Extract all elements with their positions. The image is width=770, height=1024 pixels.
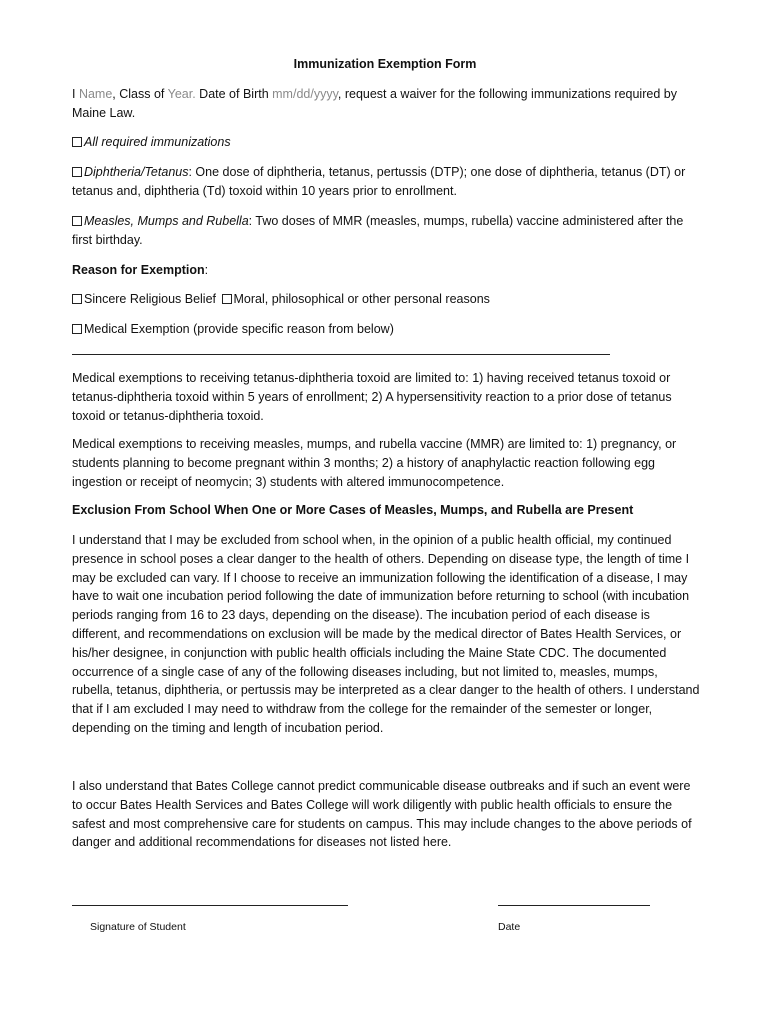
option-dt-text: : One dose of diphtheria, tetanus, pertussis (DTP); one dose of diphtheria, tetanus (DT) or tetanus and, diphtheria (Td) toxoid within 10 years prior to enrollment.	[72, 165, 686, 198]
exclusion-heading: Exclusion From School When One or More Cases of Measles, Mumps, and Rubella are Present	[72, 503, 634, 517]
medical-label: Medical Exemption (provide specific reason from below)	[84, 322, 394, 336]
mmr-checkbox[interactable]	[72, 216, 82, 226]
intro-text-1: I	[72, 87, 79, 101]
medical-reason-line[interactable]	[72, 354, 610, 355]
religious-checkbox[interactable]	[72, 294, 82, 304]
option-mmr-row	[72, 212, 700, 250]
option-mmr-text: : Two doses of MMR (measles, mumps, rubella) vaccine administered after the first birthday.	[72, 214, 684, 247]
intro-paragraph	[72, 85, 700, 123]
reason-row-1	[72, 290, 700, 309]
exclusion-paragraph: I understand that I may be excluded from school when, in the opinion of a public health official, my continued presence in school poses a clear danger to the health of others. Depending on disease type, the length of time I may be excluded can vary. If I choose to receive an immunization following the identification of a disease, I may have to wait one incubation period following the date of immunization before returning to school (with incubation periods ranging from 16 to 23 days, depending on the disease). The incubation period of each disease is different, and recommendations on exclusion will be made by the medical director of Bates Health Services, or his/her designee, in conjunction with public health officials including the Maine State CDC. The documented occurrence of a single case of any of the following diseases including, but not limited to, measles, mumps, rubella, tetanus, diphtheria, or pertussis may be interpreted as a clear danger to the health of others. I understand that if I am excluded I may need to withdraw from the college for the remainder of the semester or longer, depending on the timing and length of incubation period.	[72, 533, 700, 735]
form-title: Immunization Exemption Form	[293, 57, 477, 71]
name-field[interactable]: Name	[78, 87, 113, 101]
all-immunizations-checkbox[interactable]	[72, 137, 82, 147]
option-mmr-label: Measles, Mumps and Rubella	[84, 214, 249, 228]
signature-line[interactable]	[72, 905, 348, 906]
date-line[interactable]	[498, 905, 650, 906]
intro-text-3: Date of Birth	[195, 87, 273, 101]
reason-heading-colon: :	[204, 263, 209, 277]
option-all-label: All required immunizations	[84, 135, 231, 149]
intro-text-4: , request a waiver for the following immunizations required by Maine Law.	[72, 87, 677, 120]
signature-label: Signature of Student	[90, 921, 186, 933]
diphtheria-tetanus-checkbox[interactable]	[72, 167, 82, 177]
reason-heading-text: Reason for Exemption	[72, 263, 205, 277]
bates-paragraph: I also understand that Bates College cannot predict communicable disease outbreaks and if such an event were to occur Bates Health Services and Bates College will work diligently with public health officials to ensure the safest and most comprehensive care for students on campus. This may include changes to the above periods of danger and additional recommendations for diseases not listed here.	[72, 779, 692, 850]
moral-checkbox[interactable]	[222, 294, 232, 304]
medical-checkbox[interactable]	[72, 324, 82, 334]
date-label: Date	[498, 921, 521, 933]
year-field[interactable]: Year.	[167, 87, 196, 101]
reason-row-2	[72, 320, 700, 339]
option-dt-row	[72, 163, 700, 201]
medical-paragraph-1: Medical exemptions to receiving tetanus-diphtheria toxoid are limited to: 1) having received tetanus toxoid or tetanus-diphtheria toxoid within 5 years of enrollment; 2) A hypersensitivity reaction to a prior dose of tetanus toxoid or tetanus-diphtheria toxoid.	[72, 371, 672, 423]
medical-paragraph-2: Medical exemptions to receiving measles, mumps, and rubella vaccine (MMR) are limited to: 1) pregnancy, or students planning to become pregnant within 3 months; 2) a history of anaphylactic reaction following egg ingestion or receipt of neomycin; 3) students with altered immunocompetence.	[72, 437, 677, 489]
dob-field[interactable]: mm/dd/yyyy	[272, 87, 338, 101]
moral-label: Moral, philosophical or other personal reasons	[233, 292, 490, 306]
reason-heading	[72, 261, 700, 280]
religious-label: Sincere Religious Belief	[84, 292, 217, 306]
option-dt-label: Diphtheria/Tetanus	[84, 165, 189, 179]
intro-text-2: , Class of	[112, 87, 168, 101]
option-all-row	[72, 133, 700, 152]
